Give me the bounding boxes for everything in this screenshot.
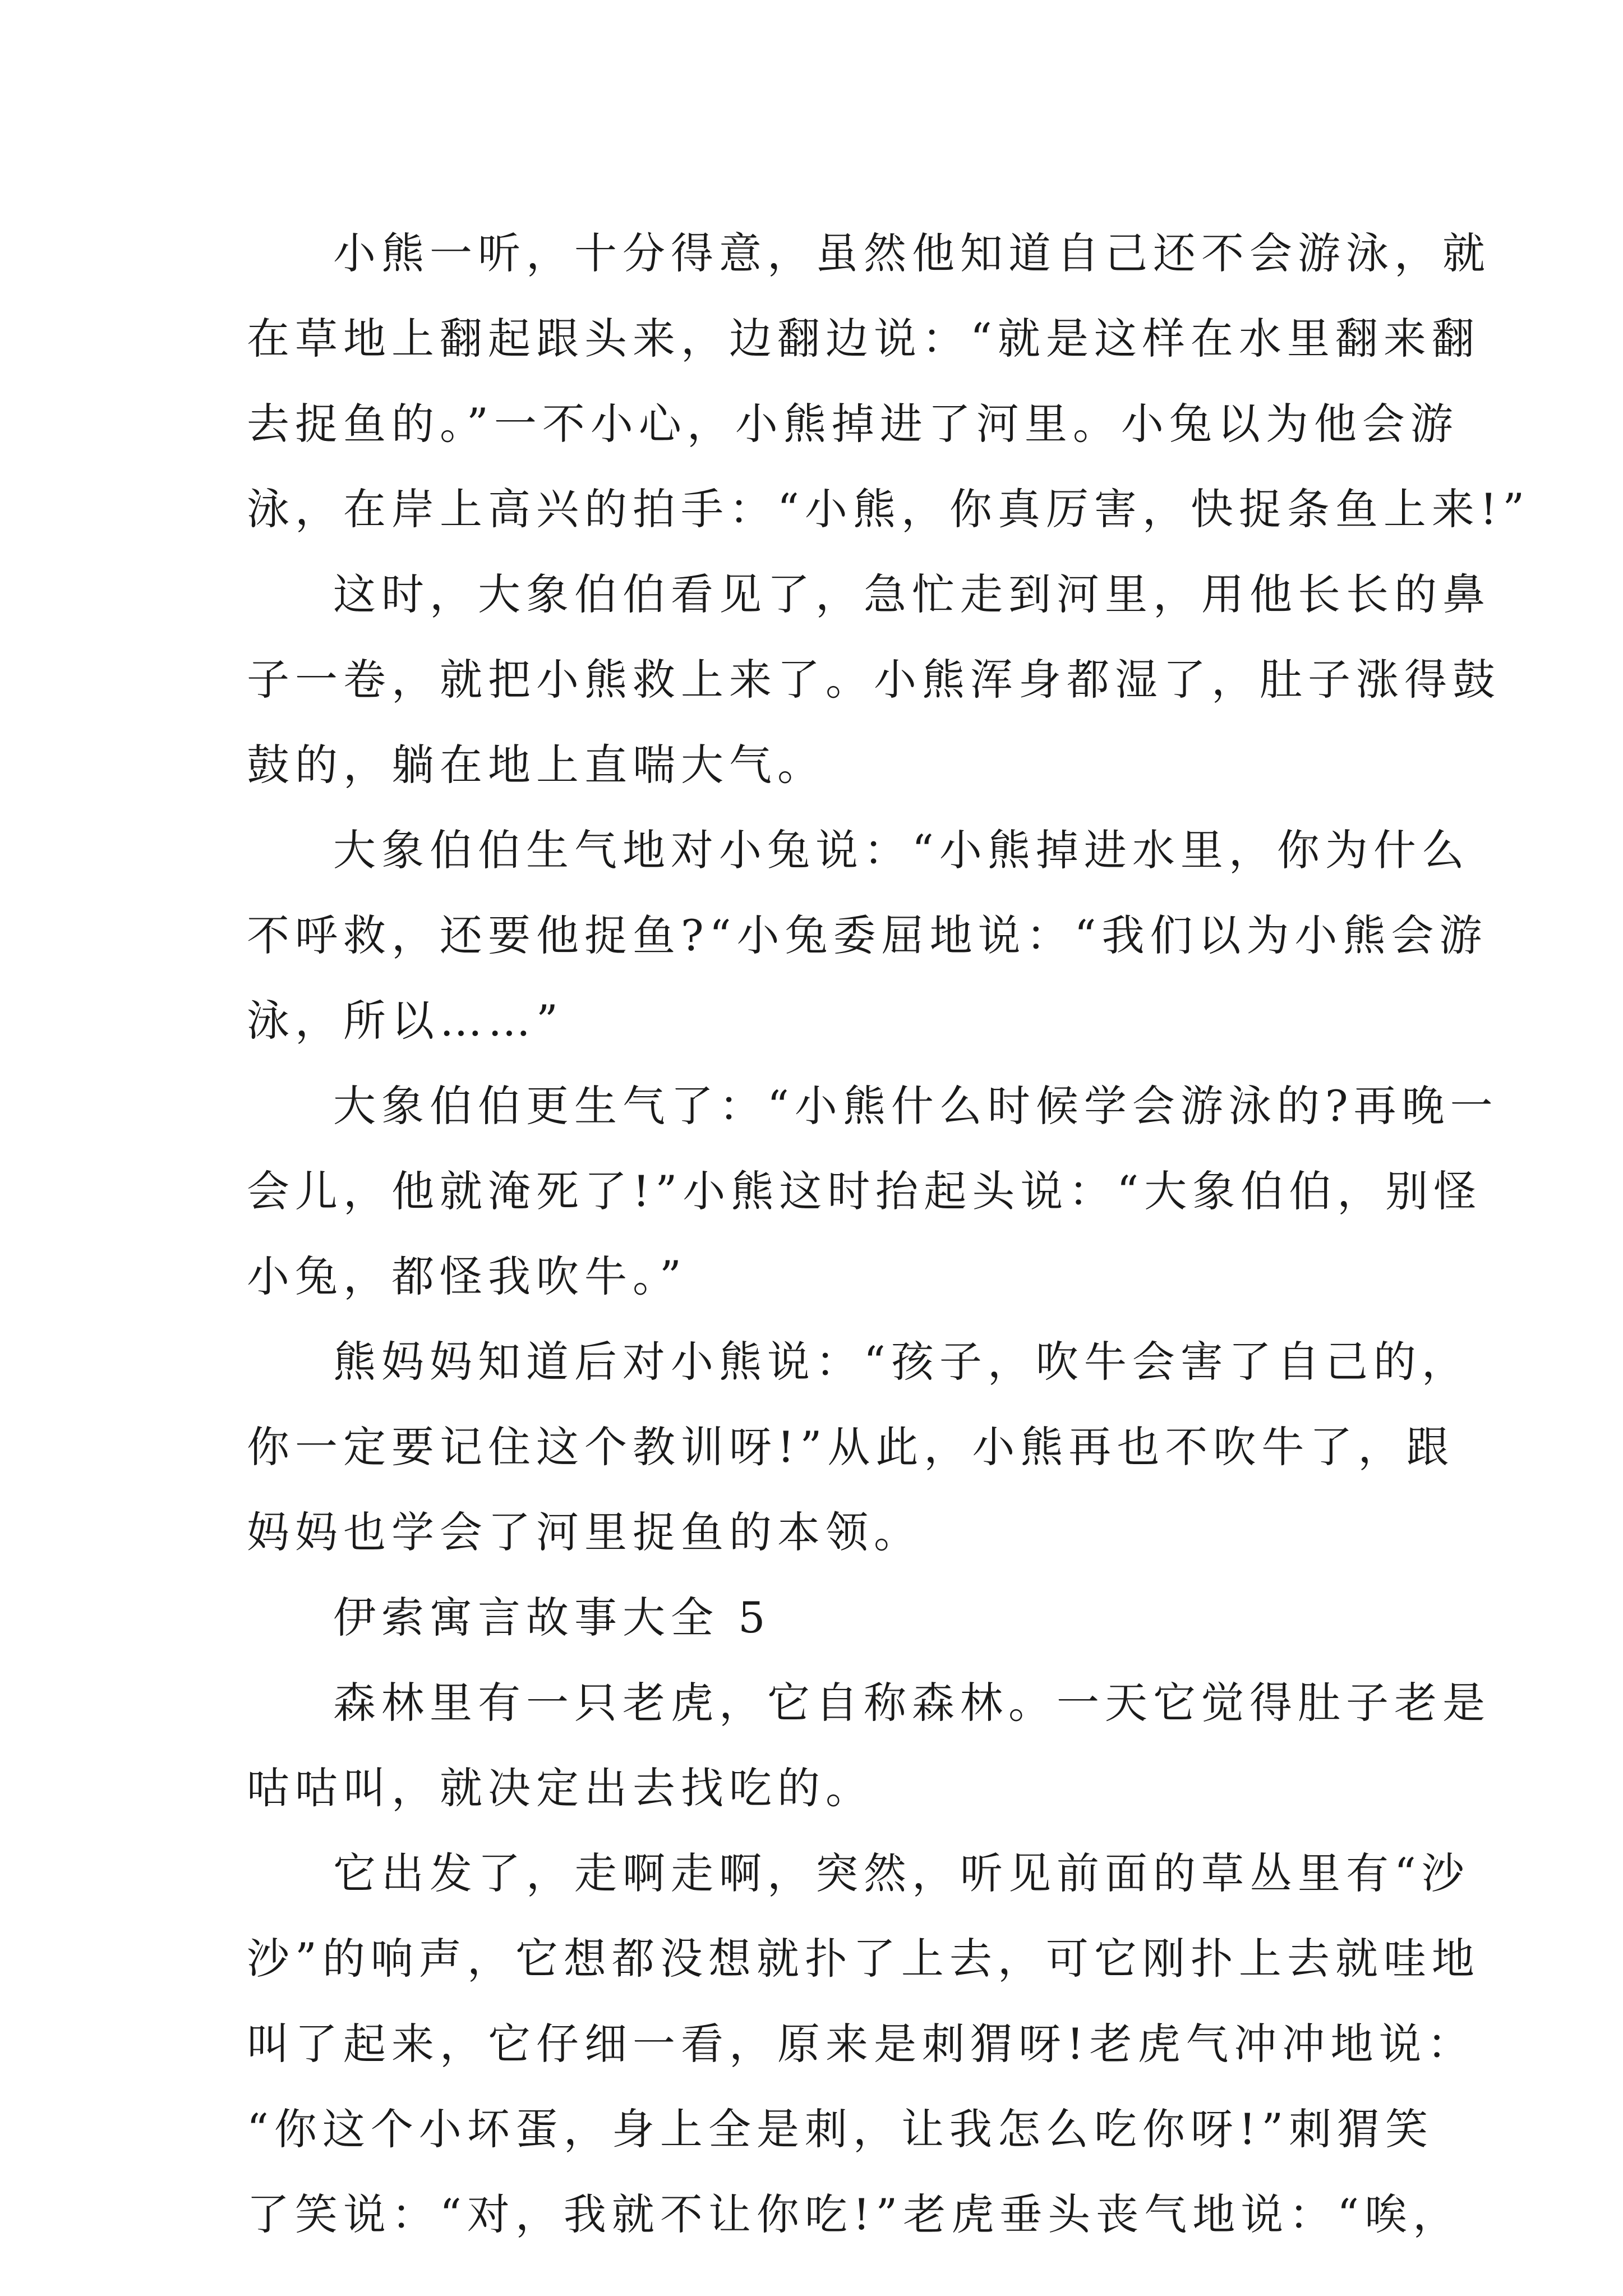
document-body [247, 211, 1530, 2257]
text-line: 会儿，他就淹死了!”小熊这时抬起头说：“大象伯伯，别怪 [247, 1166, 1482, 1216]
text-line: 它出发了，走啊走啊，突然，听见前面的草丛里有“沙 [333, 1848, 1470, 1898]
text-line: 小熊一听，十分得意，虽然他知道自己还不会游泳，就 [333, 228, 1491, 278]
text-line: 大象伯伯生气地对小兔说：“小熊掉进水里，你为什么 [333, 825, 1470, 875]
text-line: 大象伯伯更生气了：“小熊什么时候学会游泳的?再晚一 [333, 1081, 1498, 1131]
text-line: 咕咕叫，就决定出去找吃的。 [247, 1763, 874, 1813]
text-line: 妈妈也学会了河里捉鱼的本领。 [247, 1507, 922, 1557]
text-line: 在草地上翻起跟头来，边翻边说：“就是这样在水里翻来翻 [247, 314, 1480, 364]
text-line: “你这个小坏蛋，身上全是刺，让我怎么吃你呀!”刺猬笑 [247, 2104, 1434, 2154]
text-line: 这时，大象伯伯看见了，急忙走到河里，用他长长的鼻 [333, 569, 1491, 619]
text-line: 不呼救，还要他捉鱼?“小兔委屈地说：“我们以为小熊会游 [247, 910, 1488, 960]
text-line: 了笑说：“对，我就不让你吃!”老虎垂头丧气地说：“唉， [247, 2189, 1461, 2239]
text-line: 鼓的，躺在地上直喘大气。 [247, 740, 826, 790]
text-line: 泳，在岸上高兴的拍手：“小熊，你真厉害，快捉条鱼上来!” [247, 484, 1530, 534]
text-line: 你一定要记住这个教训呀!”从此，小熊再也不吹牛了，跟 [247, 1422, 1455, 1472]
text-line: 伊索寓言故事大全 5 [333, 1593, 771, 1642]
text-line: 叫了起来，它仔细一看，原来是刺猬呀!老虎气冲冲地说： [247, 2019, 1476, 2069]
text-line: 泳，所以……” [247, 996, 564, 1046]
text-line: 沙”的响声，它想都没想就扑了上去，可它刚扑上去就哇地 [247, 1934, 1480, 1984]
text-line: 子一卷，就把小熊救上来了。小熊浑身都湿了，肚子涨得鼓 [247, 655, 1501, 705]
text-line: 去捉鱼的。”一不小心，小熊掉进了河里。小兔以为他会游 [247, 399, 1459, 449]
text-line: 森林里有一只老虎，它自称森林。一天它觉得肚子老是 [333, 1678, 1491, 1728]
text-line: 小兔，都怪我吹牛。” [247, 1251, 687, 1301]
text-line: 熊妈妈知道后对小熊说：“孩子，吹牛会害了自己的， [333, 1337, 1470, 1387]
